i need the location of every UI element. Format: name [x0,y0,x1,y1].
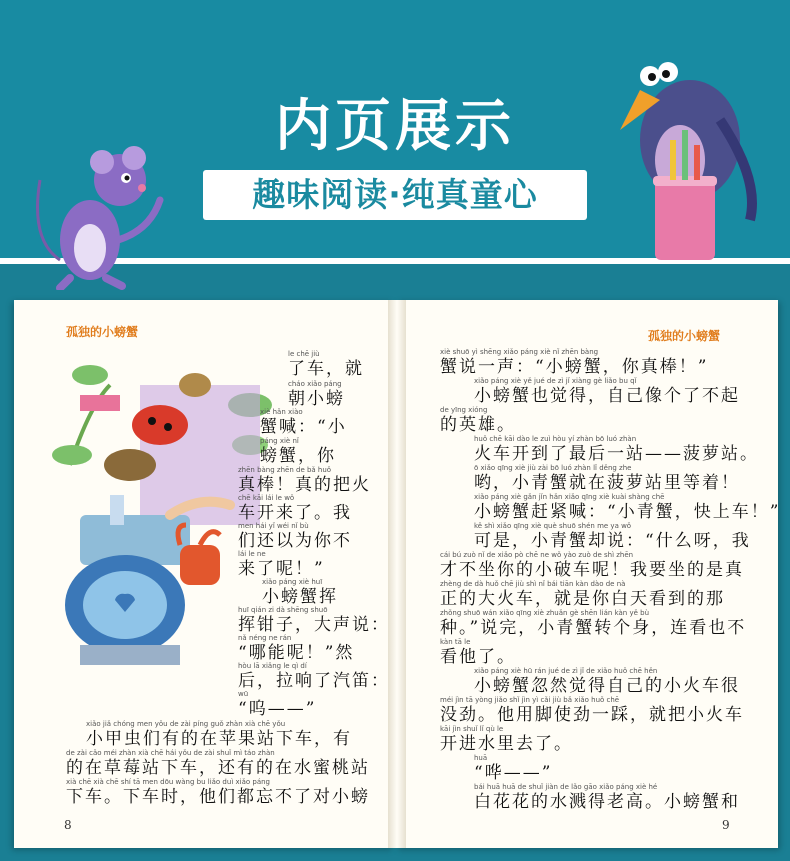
right-line-10 [440,609,746,638]
text: 小螃蟹挥 [262,587,338,607]
pinyin: xiǎo páng xiè yě jué de zì jǐ xiàng gè liǎo bu qǐ [474,377,637,385]
text: 的英雄。 [440,415,516,435]
pinyin: xiè hǎn xiào [260,408,303,416]
text: “呜——” [238,699,317,719]
right-line-4 [474,435,759,464]
pinyin: xiǎo páng xiè hū rán jué de zì jǐ de xiǎo huǒ chē hěn [474,667,658,675]
pinyin: nǎ néng ne rán [238,634,292,642]
right-page-header: 孤独的小螃蟹 [648,329,721,343]
pinyin: wū [238,690,249,698]
pinyin: xiè shuō yì shēng xiǎo páng xiè nǐ zhēn bàng [440,348,599,356]
text: 挥钳子，大声说： [238,615,390,635]
pinyin: chē kāi lái le wǒ [238,494,295,502]
crow-with-pencil-cup-icon [620,60,770,270]
pinyin: huǒ chē kāi dào le zuì hòu yí zhàn bō luó zhàn [474,435,637,443]
pinyin: kāi jìn shuǐ lǐ qù le [440,725,504,733]
right-line-12 [474,667,740,696]
text: 朝小螃 [288,389,345,409]
text: 正的大火车，就是你白天看到的那 [440,589,725,609]
left-page-header: 孤独的小螃蟹 [66,325,139,339]
purple-mouse-icon [30,140,170,290]
left-line-10 [238,606,390,635]
pinyin: páng xiè nǐ [260,437,299,445]
right-line-6 [474,493,780,522]
text: 来了呢！” [238,559,325,579]
text: 了车，就 [288,359,364,379]
right-line-11 [440,638,516,667]
left-line-1 [288,350,364,379]
right-line-5 [474,464,740,493]
pinyin: xiǎo jiǎ chóng men yǒu de zài píng guǒ zhàn xià chē yǒu [86,720,286,728]
left-line-11 [238,634,354,663]
right-line-2 [474,377,740,406]
right-line-8 [440,551,744,580]
pinyin: zhēn bàng zhēn de bǎ huǒ [238,466,332,474]
text: 小螃蟹赶紧喊：“小青蟹，快上车！” [474,502,781,522]
left-page-number: 8 [64,818,72,832]
pinyin: lái le ne [238,550,266,558]
pinyin: zhèng de dà huǒ chē jiù shì nǐ bái tiān kàn dào de nà [440,580,626,588]
right-line-16 [474,783,740,812]
text: 蟹说一声：“小螃蟹，你真棒！” [440,357,709,377]
text: 才不坐你的小破车呢！我要坐的是真 [440,560,744,580]
text: 真棒！真的把火 [238,475,371,495]
subtitle-badge [203,170,587,220]
pinyin: xiǎo páng xiè gǎn jǐn hǎn xiǎo qīng xiè kuài shàng chē [474,493,665,501]
text: 车开来了。我 [238,503,352,523]
right-line-7 [474,522,751,551]
text: 后，拉响了汽笛： [238,671,390,691]
right-line-13 [440,696,744,725]
left-line-7 [238,522,352,551]
pinyin: le chē jiù [288,350,320,358]
left-line-8 [238,550,325,579]
text: 白花花的水溅得老高。小螃蟹和 [474,792,740,812]
right-line-15 [474,754,552,783]
text: 的在草莓站下车，还有的在水蜜桃站 [66,758,370,778]
right-page-number: 9 [722,818,730,832]
left-line-15 [66,749,370,778]
text: “哪能呢！”然 [238,643,355,663]
subtitle-text: 趣味阅读·纯真童心 [252,175,538,214]
left-line-14 [86,720,352,749]
text: 小螃蟹忽然觉得自己的小火车很 [474,676,740,696]
pinyin: huī qián zi dà shēng shuō [238,606,328,614]
pinyin: huā [474,754,488,762]
pinyin: zhǒng shuō wán xiǎo qīng xiè zhuǎn gè shēn lián kàn yě bù [440,609,650,617]
right-line-3 [440,406,516,435]
text: 没劲。他用脚使劲一踩，就把小火车 [440,705,744,725]
text: 开进水里去了。 [440,734,573,754]
left-line-2 [288,380,345,409]
text: 可是，小青蟹却说：“什么呀，我 [474,531,751,551]
text: 们还以为你不 [238,531,352,551]
pinyin: ō xiǎo qīng xiè jiù zài bō luó zhàn lǐ děng zhe [474,464,632,472]
text: 看他了。 [440,647,516,667]
text: 火车开到了最后一站——菠萝站。 [474,444,759,464]
book-spine [388,300,406,848]
pinyin: cháo xiǎo páng [288,380,342,388]
left-line-5 [238,466,371,495]
pinyin: xiǎo páng xiè huī [262,578,323,586]
left-line-6 [238,494,352,523]
pinyin: méi jìn tā yòng jiǎo shǐ jìn yì cǎi jiù bǎ xiǎo huǒ chē [440,696,620,704]
pinyin: kě shì xiǎo qīng xiè què shuō shén me ya wǒ [474,522,632,530]
pinyin: bái huā huā de shuǐ jiàn de lǎo gāo xiǎo páng xiè hé [474,783,658,791]
text: “哗——” [474,763,553,783]
pinyin: de zài cǎo méi zhàn xià chē hái yǒu de zài shuǐ mì táo zhàn [66,749,275,757]
pinyin: kàn tā le [440,638,471,646]
pinyin: de yīng xióng [440,406,488,414]
left-line-3 [260,408,347,437]
text: 哟，小青蟹就在菠萝站里等着！ [474,473,740,493]
right-line-1 [440,348,708,377]
left-line-13 [238,690,316,719]
left-line-16 [66,778,370,807]
text: 种。”说完，小青蟹转个身，连看也不 [440,618,747,638]
pinyin: xià chē xià chē shí tā men dōu wàng bu liǎo duì xiǎo páng [66,778,270,786]
pinyin: men hái yǐ wéi nǐ bù [238,522,309,530]
pinyin: cái bú zuò nǐ de xiǎo pò chē ne wǒ yào zuò de shì zhēn [440,551,634,559]
text: 下车。下车时，他们都忘不了对小螃 [66,787,370,807]
left-line-12 [238,662,390,691]
left-line-4 [260,437,336,466]
text: 螃蟹，你 [260,446,336,466]
text: 蟹喊：“小 [260,417,347,437]
left-line-9 [262,578,338,607]
pinyin: hòu lā xiǎng le qì dí [238,662,307,670]
right-line-14 [440,725,573,754]
page-title: 内页展示 [275,94,515,159]
text: 小甲虫们有的在苹果站下车，有 [86,729,352,749]
text: 小螃蟹也觉得，自己像个了不起 [474,386,740,406]
right-line-9 [440,580,725,609]
